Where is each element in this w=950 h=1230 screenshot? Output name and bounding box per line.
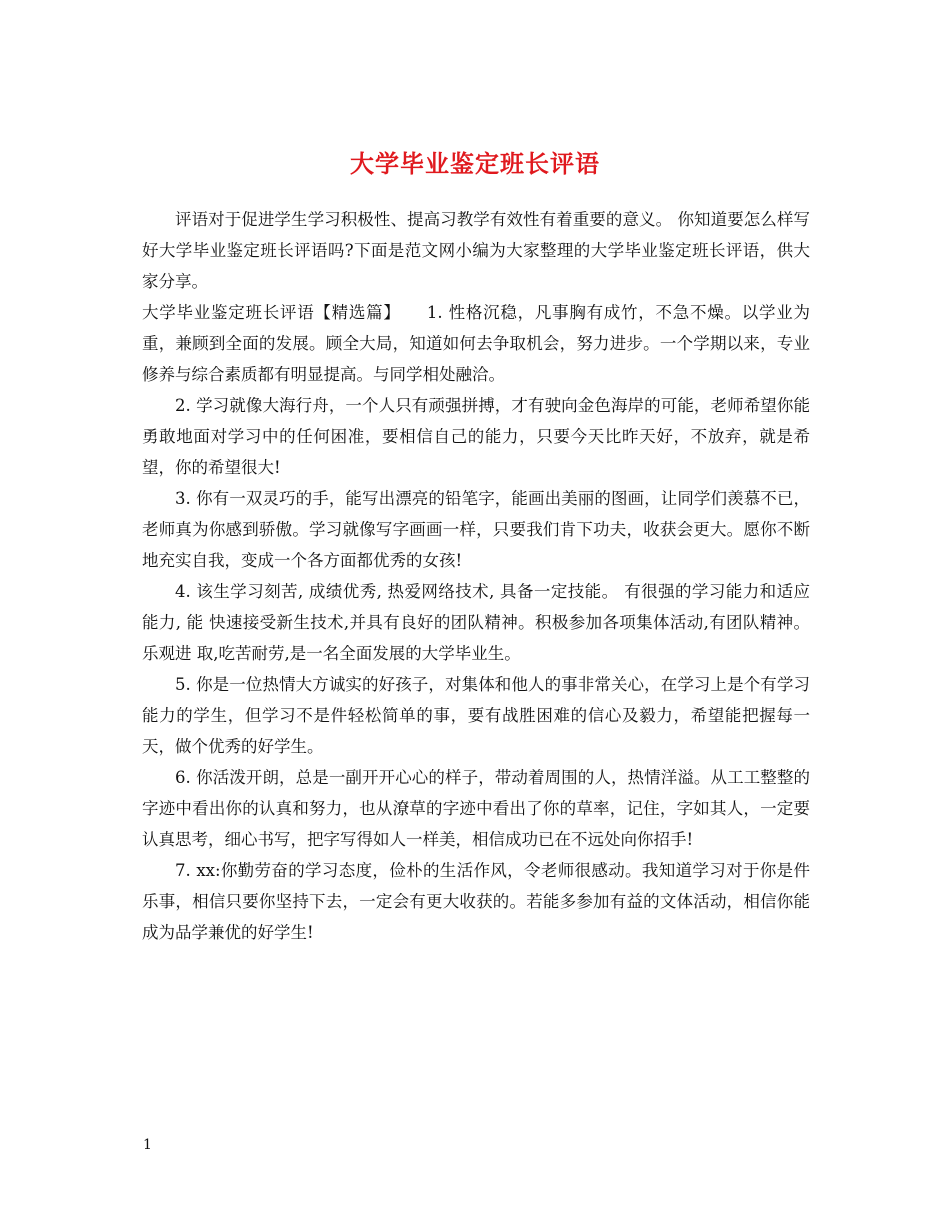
comment-paragraph-3: 3. 你有一双灵巧的手，能写出漂亮的铅笔字，能画出美丽的图画，让同学们羡慕不已，老师真为你感到骄傲。学习就像写字画画一样，只要我们肯下功夫，收获会更大。愿你不断地充实自我，变成一个各方面都优秀的女孩!: [142, 489, 810, 570]
comment-paragraph-5: 5. 你是一位热情大方诚实的好孩子，对集体和他人的事非常关心，在学习上是个有学习能力的学生，但学习不是件轻松简单的事，要有战胜困难的信心及毅力，希望能把握每一天，做个优秀的好学生。: [142, 675, 810, 756]
comment-paragraph-4: 4. 该生学习刻苦, 成绩优秀, 热爱网络技术, 具备一定技能。 有很强的学习能力和适应能力, 能 快速接受新生技术,并具有良好的团队精神。积极参加各项集体活动,有团队精神。乐观进 取,吃苦耐劳,是一名全面发展的大学毕业生。: [142, 582, 810, 663]
document-title: 大学毕业鉴定班长评语: [350, 149, 600, 179]
comment-paragraph-6: 6. 你活泼开朗，总是一副开开心心的样子，带动着周围的人，热情洋溢。从工工整整的字迹中看出你的认真和努力，也从潦草的字迹中看出了你的草率，记住，字如其人，一定要认真思考，细心书写，把字写得如人一样美，相信成功已在不远处向你招手!: [142, 768, 810, 849]
comment-paragraph-7: 7. xx:你勤劳奋的学习态度，俭朴的生活作风，令老师很感动。我知道学习对于你是件乐事，相信只要你坚持下去，一定会有更大收获的。若能多参加有益的文体活动，相信你能成为品学兼优的好学生!: [142, 861, 810, 942]
comment-paragraph-1: 大学毕业鉴定班长评语【精选篇】 1. 性格沉稳，凡事胸有成竹，不急不燥。以学业为重，兼顾到全面的发展。顾全大局，知道如何去争取机会，努力进步。一个学期以来，专业修养与综合素质都有明显提高。与同学相处融洽。: [142, 303, 810, 384]
comment-paragraph-2: 2. 学习就像大海行舟，一个人只有顽强拼搏，才有驶向金色海岸的可能，老师希望你能勇敢地面对学习中的任何困准，要相信自己的能力，只要今天比昨天好，不放弃，就是希望，你的希望很大!: [142, 396, 810, 477]
document-body: [142, 204, 810, 948]
page-number: 1: [143, 1137, 152, 1153]
intro-paragraph: 评语对于促进学生学习积极性、提高习教学有效性有着重要的意义。 你知道要怎么样写好大学毕业鉴定班长评语吗?下面是范文网小编为大家整理的大学毕业鉴定班长评语，供大家分享。: [142, 210, 810, 291]
